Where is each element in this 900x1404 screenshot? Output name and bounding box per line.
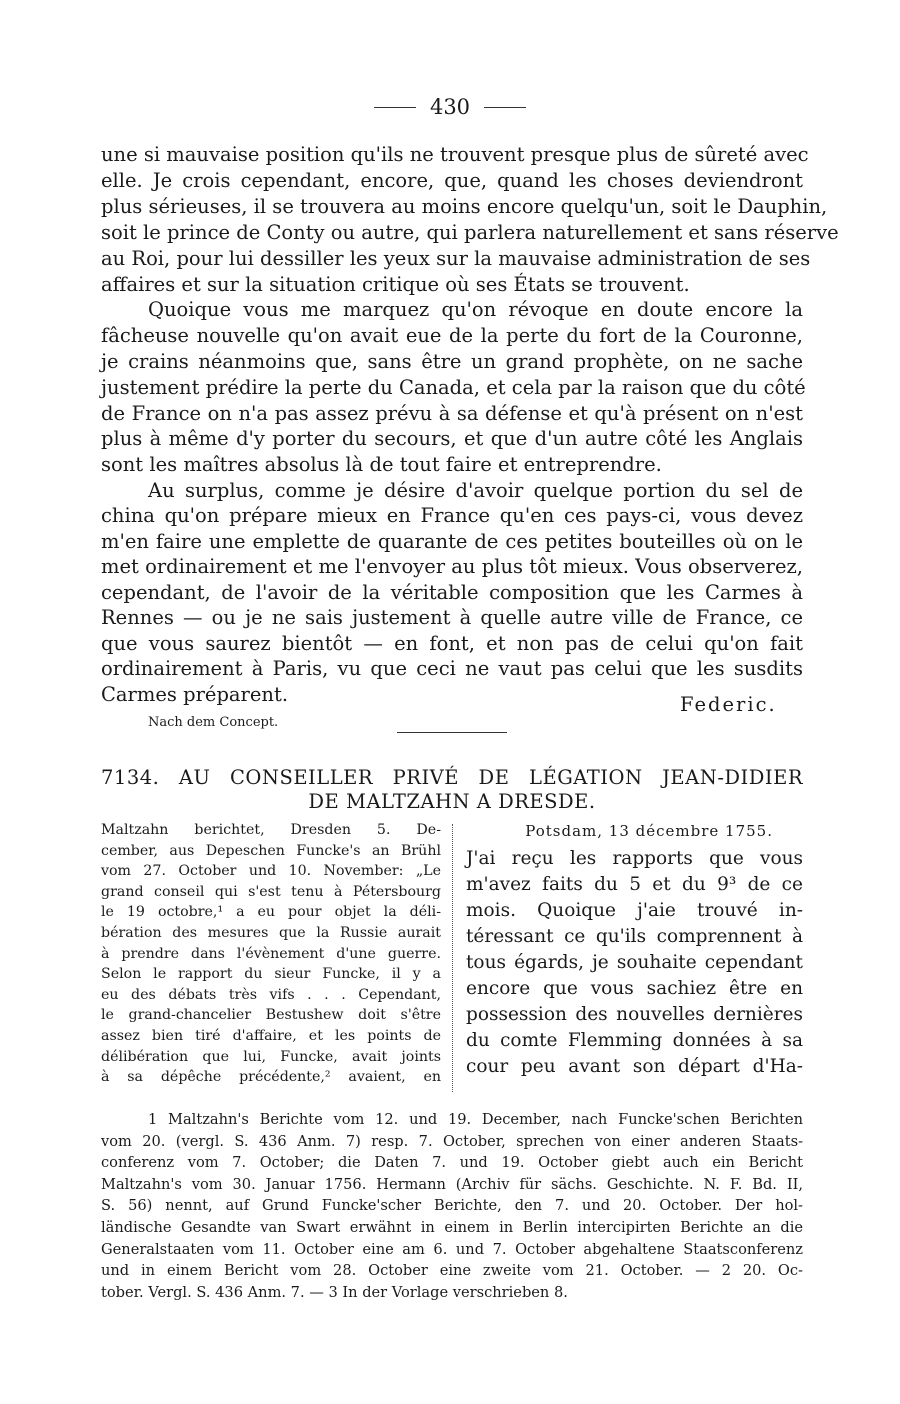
body-line: cependant, de l'avoir de la véritable composition que les Carmes à [101, 581, 803, 604]
body-line: soit le prince de Conty ou autre, qui parlera naturellement et sans réserve [101, 221, 839, 244]
body-line: elle. Je crois cependant, encore, que, quand les choses deviendront [101, 169, 803, 192]
header-rule-right [484, 107, 526, 108]
footnote-line: und in einem Bericht vom 28. October eine zweite vom 21. October. — 2 20. Oc- [101, 1262, 803, 1280]
source-note: Nach dem Concept. [148, 715, 279, 730]
body-line: ordinairement à Paris, vu que ceci ne vaut pas celui que les susdits [101, 657, 803, 680]
body-line: met ordinairement et me l'envoyer au plus tôt mieux. Vous observerez, [101, 555, 803, 578]
summary-line: le grand-chancelier Bestushew doit s'être [101, 1007, 441, 1024]
body-line: Rennes — ou je ne sais justement à quelle autre ville de France, ce [101, 606, 803, 629]
summary-line: Selon le rapport du sieur Funcke, il y a [101, 966, 441, 983]
letter-line: possession des nouvelles dernières [466, 1004, 803, 1025]
summary-line: bération des mesures que la Russie aurait [101, 924, 441, 941]
letter-line: J'ai reçu les rapports que vous [466, 848, 803, 869]
footnote-line: Maltzahn's vom 30. Januar 1756. Hermann (Archiv für sächs. Geschichte. N. F. Bd. II, [101, 1175, 803, 1193]
summary-line: délibération que lui, Funcke, avait joints [101, 1048, 441, 1065]
letter-line: m'avez faits du 5 et du 9³ de ce [466, 874, 803, 895]
summary-line: assez bien tiré d'affaire, et les points de [101, 1027, 441, 1044]
body-line: Au surplus, comme je désire d'avoir quelque portion du sel de [148, 479, 803, 502]
summary-line: Maltzahn berichtet, Dresden 5. De- [101, 822, 441, 838]
body-line: une si mauvaise position qu'ils ne trouvent presque plus de sûreté avec [101, 143, 809, 166]
letter-line: cour peu avant son départ d'Ha- [466, 1056, 803, 1077]
body-line: de France on n'a pas assez prévu à sa défense et qu'à présent on n'est [101, 402, 803, 425]
footnote-line: tober. Vergl. S. 436 Anm. 7. — 3 In der Vorlage verschrieben 8. [101, 1283, 568, 1301]
letter-line: du comte Flemming données à sa [466, 1030, 803, 1051]
body-line: china qu'on prépare mieux en France qu'en ces pays-ci, vous devez [101, 504, 803, 527]
body-line: plus à même d'y porter du secours, et que d'un autre côté les Anglais [101, 427, 803, 450]
letter-column [466, 822, 803, 1080]
body-line: fâcheuse nouvelle qu'on avait eue de la perte du fort de la Couronne, [101, 324, 803, 347]
body-line: plus sérieuses, il se trouvera au moins encore quelqu'un, soit le Dauphin, [101, 195, 828, 218]
dateline: Potsdam, 13 décembre 1755. [525, 822, 773, 840]
letter-line: encore que vous sachiez être en [466, 978, 803, 999]
body-line: justement prédire la perte du Canada, et cela par la raison que du côté [101, 376, 806, 399]
letter-line: tous égards, je souhaite cependant [466, 952, 803, 973]
footnote-line: Generalstaaten vom 11. October eine am 6. und 7. October abgehaltene Staatsconferenz [101, 1240, 803, 1258]
document-heading [101, 766, 803, 814]
footnote-line: S. 56) nennt, auf Grund Funcke'scher Berichte, den 7. und 20. October. Der hol- [101, 1197, 803, 1215]
footnote-line: conferenz vom 7. October; die Daten 7. und 19. October giebt auch ein Bericht [101, 1154, 803, 1172]
body-line: affaires et sur la situation critique où ses États se trouvent. [101, 273, 690, 296]
body-line: Carmes préparent. [101, 683, 289, 706]
body-line: sont les maîtres absolus là de tout faire et entreprendre. [101, 453, 662, 476]
document-heading-line: DE MALTZAHN A DRESDE. [308, 790, 596, 813]
document-heading-line: 7134. AU CONSEILLER PRIVÉ DE LÉGATION JEAN-DIDIER [101, 766, 803, 789]
footnotes [101, 1109, 803, 1303]
summary-line: eu des débats très vifs . . . Cependant, [101, 986, 441, 1003]
footnote-line: ländische Gesandte van Swart erwähnt in einem in Berlin intercipirten Berichte an die [101, 1218, 803, 1236]
summary-column [101, 820, 441, 1088]
body-line: je crains néanmoins que, sans être un grand prophète, on ne sache [101, 350, 803, 373]
signature: Federic. [680, 693, 777, 716]
footnote-line: vom 20. (vergl. S. 436 Anm. 7) resp. 7. October, sprechen von einer anderen Staats- [101, 1132, 803, 1150]
summary-line: grand conseil qui s'est tenu à Pétersbourg [101, 883, 441, 900]
footnote-line: 1 Maltzahn's Berichte vom 12. und 19. December, nach Funcke'schen Berichten [148, 1111, 803, 1128]
body-line: m'en faire une emplette de quarante de ces petites bouteilles où on le [101, 530, 803, 553]
summary-line: le 19 octobre,¹ a eu pour objet la déli- [101, 904, 441, 921]
page-number: 430 [429, 95, 471, 119]
body-line: Quoique vous me marquez qu'on révoque en doute encore la [148, 298, 803, 321]
summary-line: cember, aus Depeschen Funcke's an Brühl [101, 842, 441, 859]
body-line: que vous saurez bientôt — en font, et non pas de celui qu'on fait [101, 632, 803, 655]
header-rule-left [374, 107, 416, 108]
summary-line: vom 27. October und 10. November: „Le [101, 863, 441, 880]
body-line: au Roi, pour lui dessiller les yeux sur la mauvaise administration de ses [101, 247, 811, 270]
summary-line: à prendre dans l'évènement d'une guerre. [101, 945, 441, 962]
letter-line: mois. Quoique j'aie trouvé in- [466, 900, 803, 921]
page-header [0, 95, 900, 119]
column-divider [452, 824, 453, 1092]
section-divider [397, 732, 507, 733]
letter-line: téressant ce qu'ils comprennent à [466, 926, 803, 947]
summary-line: à sa dépêche précédente,² avaient, en [101, 1069, 441, 1086]
